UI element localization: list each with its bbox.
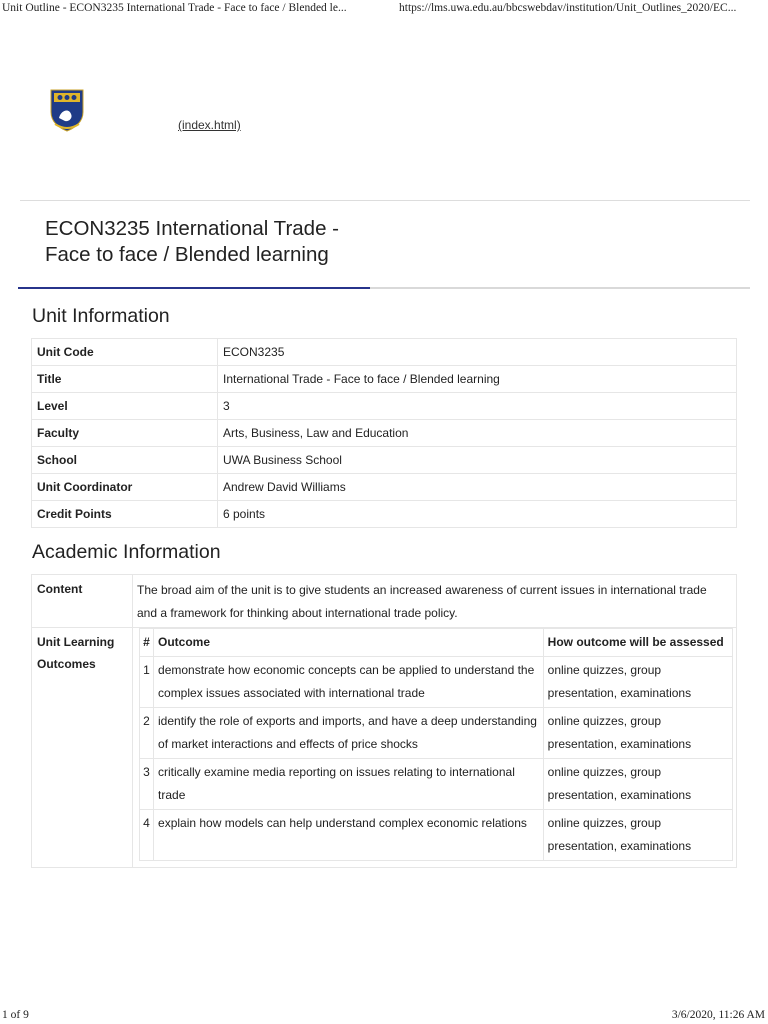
- outcome-text: demonstrate how economic concepts can be applied to understand the complex issues associated with international trade: [154, 657, 544, 708]
- column-divider: [132, 575, 133, 867]
- print-header-title: Unit Outline - ECON3235 International Trade - Face to face / Blended le...: [2, 2, 347, 14]
- page-title-line-1: ECON3235 International Trade -: [45, 217, 339, 240]
- outcome-number: 2: [140, 708, 154, 759]
- row-value: UWA Business School: [218, 447, 737, 474]
- print-header-url: https://lms.uwa.edu.au/bbcswebdav/institution/Unit_Outlines_2020/EC...: [399, 2, 737, 14]
- row-value: ECON3235: [218, 339, 737, 366]
- row-key: Unit Coordinator: [32, 474, 218, 501]
- table-header-row: [140, 629, 733, 657]
- header-divider: [20, 200, 750, 201]
- home-link[interactable]: (index.html): [178, 118, 241, 132]
- table-row: [32, 393, 737, 420]
- learning-outcomes-table: [139, 628, 733, 861]
- row-key: School: [32, 447, 218, 474]
- row-value: 3: [218, 393, 737, 420]
- table-row: [32, 474, 737, 501]
- column-header-number: #: [140, 629, 154, 657]
- row-key: Faculty: [32, 420, 218, 447]
- unit-learning-outcomes-label: Unit Learning Outcomes: [37, 635, 115, 671]
- unit-information-table: [31, 338, 737, 528]
- print-footer: [0, 1009, 768, 1023]
- outcome-text: explain how models can help understand complex economic relations: [154, 810, 544, 861]
- crest-icon: [49, 88, 85, 132]
- row-value: Andrew David Williams: [218, 474, 737, 501]
- content-text: The broad aim of the unit is to give students an increased awareness of current issues in international trade and a framework for thinking about international trade policy.: [137, 583, 707, 620]
- row-key: Level: [32, 393, 218, 420]
- academic-information-heading: Academic Information: [32, 541, 221, 563]
- row-key: Title: [32, 366, 218, 393]
- outcome-assessment: online quizzes, group presentation, examinations: [543, 657, 732, 708]
- outcome-number: 3: [140, 759, 154, 810]
- row-key: Unit Code: [32, 339, 218, 366]
- column-header-outcome: Outcome: [154, 629, 544, 657]
- table-row: [140, 657, 733, 708]
- outcome-number: 1: [140, 657, 154, 708]
- outcome-assessment: online quizzes, group presentation, examinations: [543, 810, 732, 861]
- outcome-assessment: online quizzes, group presentation, examinations: [543, 708, 732, 759]
- academic-information-table: [31, 574, 737, 868]
- table-row: [140, 708, 733, 759]
- outcome-text: identify the role of exports and imports, and have a deep understanding of market interactions and effects of price shocks: [154, 708, 544, 759]
- table-row: [32, 420, 737, 447]
- table-row: [32, 447, 737, 474]
- print-header: [0, 0, 768, 18]
- table-row: [140, 759, 733, 810]
- row-key: Credit Points: [32, 501, 218, 528]
- row-value: International Trade - Face to face / Blended learning: [218, 366, 737, 393]
- print-datetime: 3/6/2020, 11:26 AM: [671, 1009, 765, 1021]
- page-title: [45, 216, 405, 268]
- title-underline-accent: [18, 287, 370, 289]
- table-row: [32, 339, 737, 366]
- column-header-assessment: How outcome will be assessed: [543, 629, 732, 657]
- table-row: [32, 501, 737, 528]
- table-row: [32, 366, 737, 393]
- row-value: Arts, Business, Law and Education: [218, 420, 737, 447]
- page-number: 1 of 9: [2, 1009, 29, 1021]
- uwa-crest-logo[interactable]: [49, 88, 85, 132]
- outcome-number: 4: [140, 810, 154, 861]
- row-value: 6 points: [218, 501, 737, 528]
- outcome-assessment: online quizzes, group presentation, examinations: [543, 759, 732, 810]
- unit-information-heading: Unit Information: [32, 305, 170, 327]
- table-row: [140, 810, 733, 861]
- outcome-text: critically examine media reporting on issues relating to international trade: [154, 759, 544, 810]
- content-label: Content: [37, 582, 83, 596]
- page-title-line-2: Face to face / Blended learning: [45, 243, 329, 266]
